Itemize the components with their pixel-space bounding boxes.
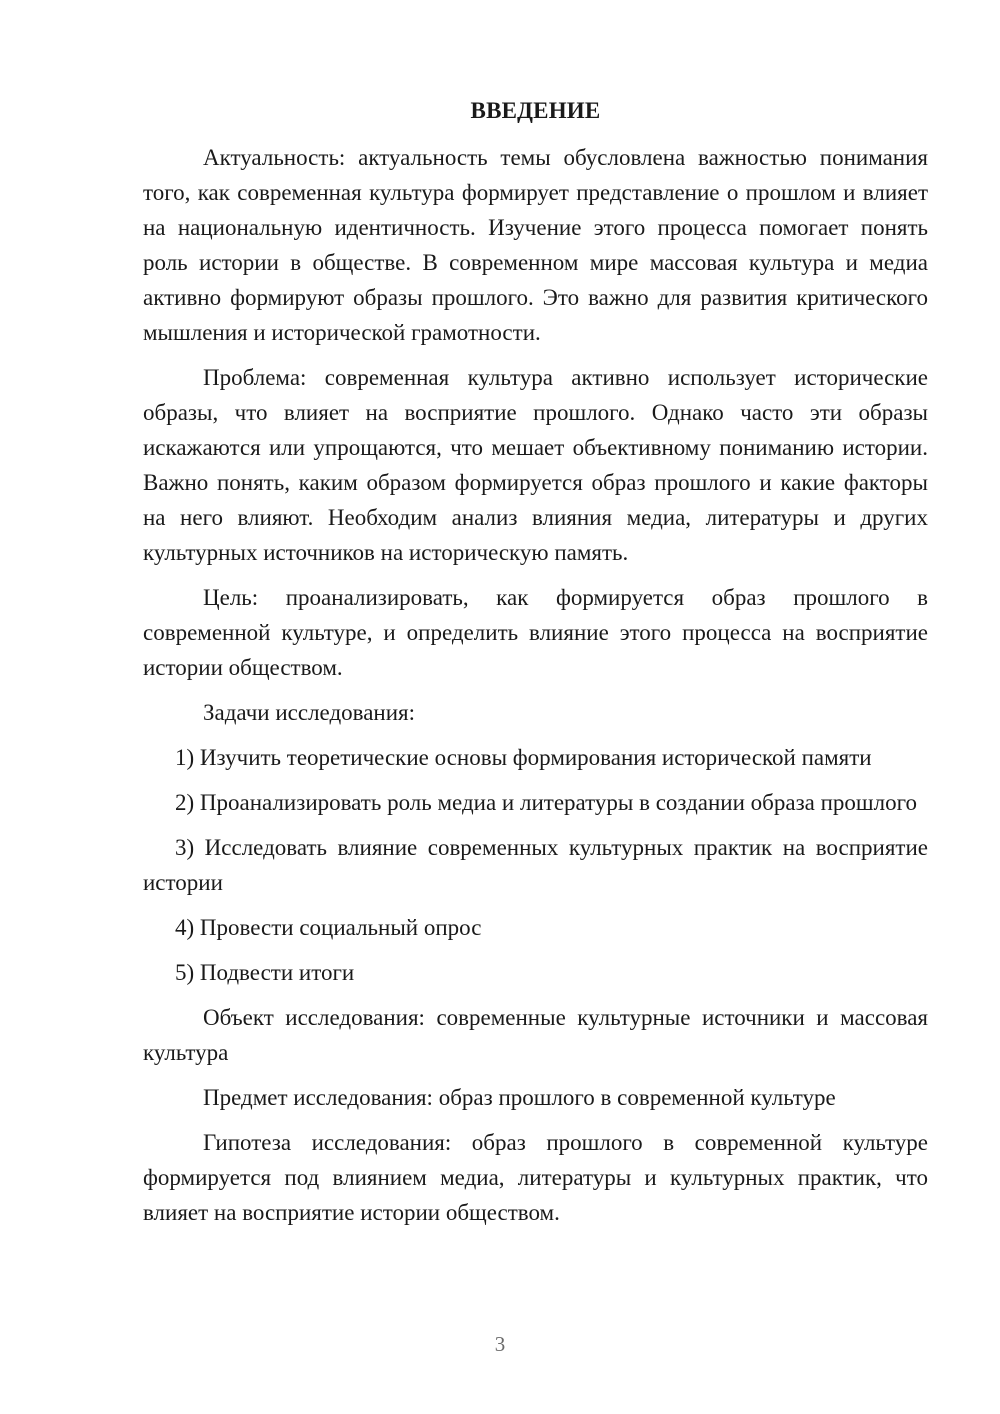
paragraph-relevance: Актуальность: актуальность темы обусловлена важностью понимания того, как современная культура формирует представление о прошлом и влияет на национальную идентичность. Изучение этого процесса помогает понять роль истории в обществе. В современном мире массовая культура и медиа активно формируют образы прошлого. Это важно для развития критического мышления и исторической грамотности. [143,145,928,345]
task-item-3: 3) Исследовать влияние современных культурных практик на восприятие истории [143,835,928,895]
task-item-2: 2) Проанализировать роль медиа и литературы в создании образа прошлого [175,790,917,815]
section-title: ВВЕДЕНИЕ [470,98,601,123]
paragraph-goal: Цель: проанализировать, как формируется образ прошлого в современной культуре, и определить влияние этого процесса на восприятие истории обществом. [143,585,928,680]
page-number: 3 [494,1332,506,1356]
paragraph-object: Объект исследования: современные культурные источники и массовая культура [143,1005,928,1065]
paragraph-subject: Предмет исследования: образ прошлого в современной культуре [203,1085,836,1110]
paragraph-hypothesis: Гипотеза исследования: образ прошлого в современной культуре формируется под влиянием медиа, литературы и культурных практик, что влияет на восприятие истории обществом. [143,1130,928,1225]
document-page [143,96,928,1240]
task-item-1: 1) Изучить теоретические основы формирования исторической памяти [175,745,872,770]
paragraph-problem: Проблема: современная культура активно использует исторические образы, что влияет на восприятие прошлого. Однако часто эти образы искажаются или упрощаются, что мешает объективному пониманию истории. Важно понять, каким образом формируется образ прошлого и какие факторы на него влияют. Необходим анализ влияния медиа, литературы и других культурных источников на историческую память. [143,365,928,565]
task-item-5: 5) Подвести итоги [175,960,355,985]
task-item-4: 4) Провести социальный опрос [175,915,482,940]
paragraph-tasks-heading: Задачи исследования: [203,700,416,725]
